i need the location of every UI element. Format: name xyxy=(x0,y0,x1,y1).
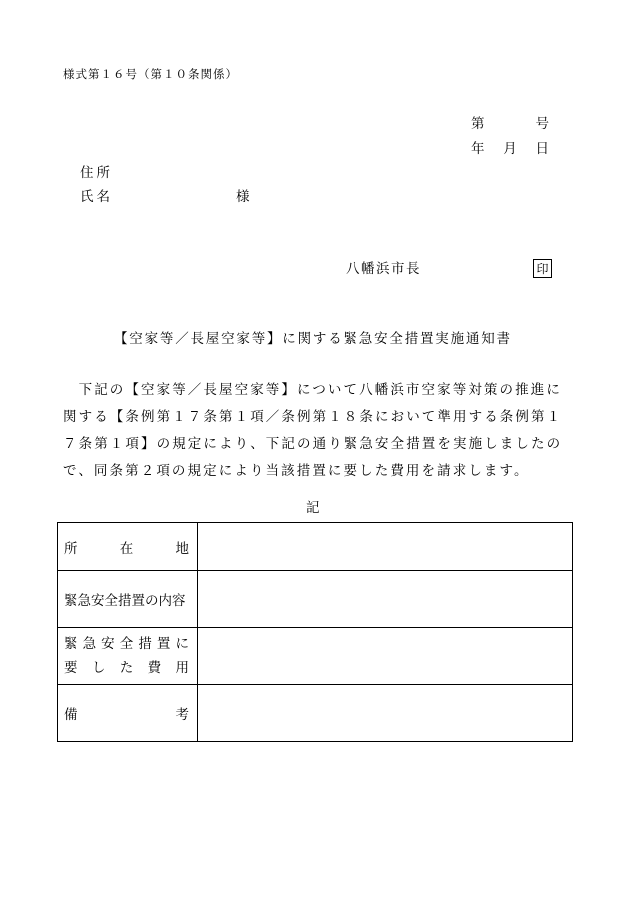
cost-label xyxy=(58,628,198,685)
cost-label-char: た xyxy=(119,660,134,676)
cost-label-char: 用 xyxy=(175,660,189,676)
cost-label-char: 急 xyxy=(82,636,97,652)
measures-value xyxy=(198,571,573,628)
table-row-measures xyxy=(58,571,573,628)
detail-table xyxy=(57,522,573,742)
cost-label-char: 全 xyxy=(119,636,134,652)
table-row-cost xyxy=(58,628,573,685)
document-title: 【空家等／長屋空家等】に関する緊急安全措置実施通知書 xyxy=(114,331,512,347)
recipient-honorific: 様 xyxy=(236,189,250,205)
date-line xyxy=(471,143,549,157)
location-label-char: 所 xyxy=(64,540,78,557)
remarks-value xyxy=(198,685,573,742)
cost-label-char: し xyxy=(91,660,106,676)
number-suffix: 号 xyxy=(535,116,549,132)
cost-label-line2 xyxy=(64,656,189,680)
cost-label-char: 要 xyxy=(64,660,78,676)
cost-label-char: 費 xyxy=(147,660,162,676)
remarks-label xyxy=(58,685,198,742)
cost-label-char: 安 xyxy=(101,636,115,652)
sender-title: 八幡浜市長 xyxy=(346,261,421,277)
date-month: 月 xyxy=(503,141,517,157)
number-prefix: 第 xyxy=(471,116,485,132)
location-label xyxy=(58,523,198,571)
measures-label-text: 緊急安全措置の内容 xyxy=(64,593,186,609)
recipient-name-label: 氏名 xyxy=(80,189,113,205)
cost-label-line1 xyxy=(64,632,189,656)
date-day: 日 xyxy=(535,141,549,157)
cost-label-char: に xyxy=(175,636,189,652)
cost-label-char: 置 xyxy=(156,636,171,652)
form-code: 様式第１６号（第１０条関係） xyxy=(63,67,238,81)
remarks-label-char: 備 xyxy=(64,707,78,723)
seal-mark: 印 xyxy=(533,259,552,278)
table-row-location xyxy=(58,523,573,571)
measures-label xyxy=(58,571,198,628)
ki-heading: 記 xyxy=(306,500,320,516)
cost-value xyxy=(198,628,573,685)
cost-label-char: 緊 xyxy=(64,636,78,652)
remarks-label-char: 考 xyxy=(175,707,189,723)
table-row-remarks xyxy=(58,685,573,742)
recipient-address-label: 住所 xyxy=(80,165,113,181)
cost-label-char: 措 xyxy=(138,636,152,652)
location-label-char: 地 xyxy=(175,540,189,557)
body-paragraph: 下記の【空家等／長屋空家等】について八幡浜市空家等対策の推進に関する【条例第１７条第１項／条例第１８条において準用する条例第１７条第１項】の規定により、下記の通り緊急安全措置を実施しましたので、同条第２項の規定により当該措置に要した費用を請求します。 xyxy=(63,382,563,479)
location-label-char: 在 xyxy=(119,540,134,557)
document-number-line xyxy=(471,118,549,132)
location-value xyxy=(198,523,573,571)
date-year: 年 xyxy=(471,141,485,157)
